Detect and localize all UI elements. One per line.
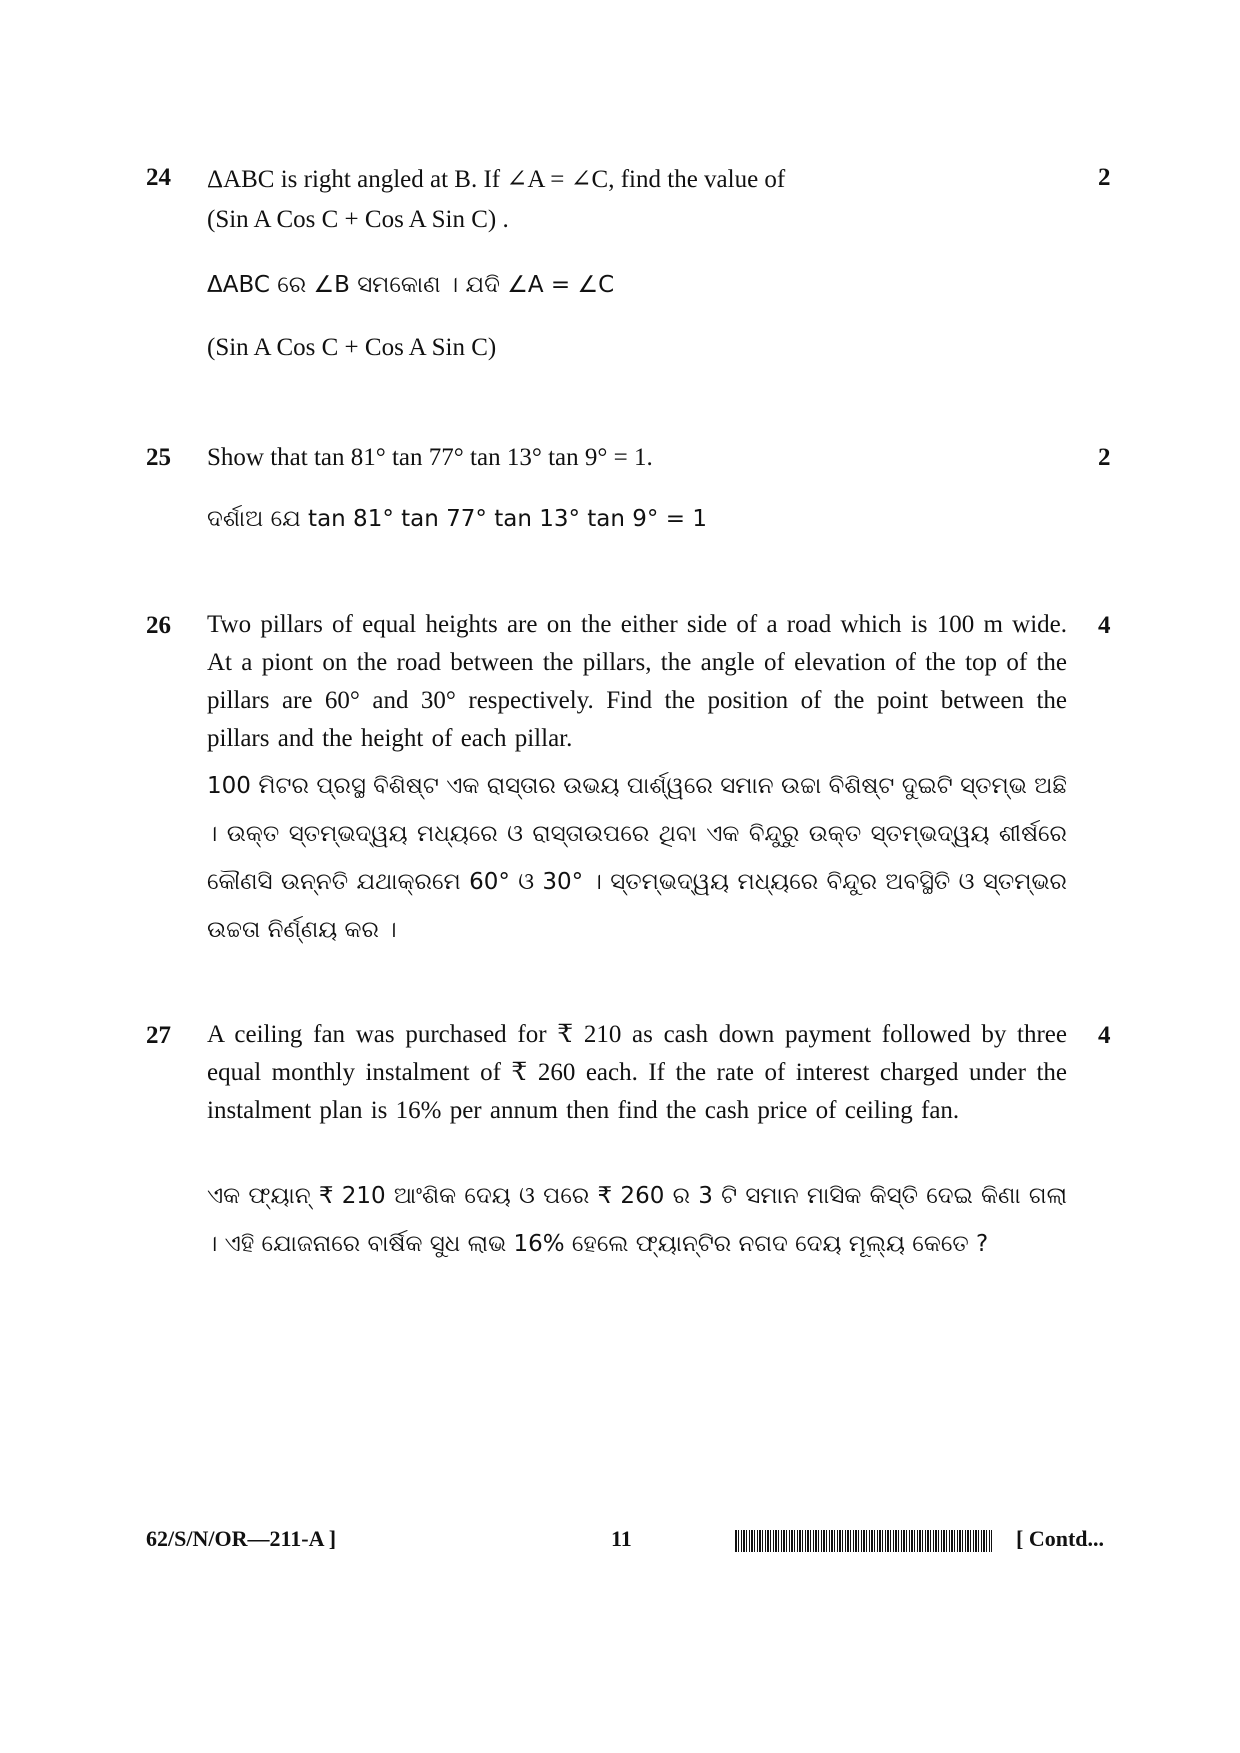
page-footer <box>0 1526 1240 1566</box>
question-text-odia: ଦର୍ଶାଅ ଯେ tan 81° tan 77° tan 13° tan 9° = 1 <box>207 506 707 532</box>
question-text-english: Two pillars of equal heights are on the either side of a road which is 100 m wide. At a piont on the road between the pillars, the angle of elevation of the top of the pillars are 60° and 30° respectively. Find the position of the point between the pillars and the height of each pillar. <box>207 611 1067 752</box>
question-number: 24 <box>146 164 171 191</box>
question-text-english: ΔABC is right angled at B. If ∠A = ∠C, find the value of <box>207 166 786 193</box>
question-number: 26 <box>146 612 171 639</box>
question-text-english: Show that tan 81° tan 77° tan 13° tan 9° = 1. <box>207 444 653 471</box>
continued-label: [ Contd... <box>1016 1526 1105 1551</box>
question-number: 27 <box>146 1022 171 1049</box>
question-marks: 4 <box>1098 1022 1111 1049</box>
question-marks: 4 <box>1098 612 1111 639</box>
question-text-odia: ΔABC ରେ ∠B ସମକୋଣ । ଯଦି ∠A = ∠C <box>207 272 615 298</box>
question-text-english: A ceiling fan was purchased for ₹ 210 as cash down payment followed by three equal monthly instalment of ₹ 260 each. If the rate of interest charged under the instalment plan is 16% per annum then find the cash price of ceiling fan. <box>207 1021 1067 1124</box>
page-number: 11 <box>611 1526 632 1551</box>
question-number: 25 <box>146 444 171 471</box>
question-text-english-expression: (Sin A Cos C + Cos A Sin C) . <box>207 206 509 233</box>
barcode <box>735 1530 992 1552</box>
question-text-odia: 100 ମିଟର ପ୍ରସ୍ଥ ବିଶିଷ୍ଟ ଏକ ରାସ୍ତାର ଉଭୟ ପାର୍ଶ୍ୱରେ ସମାନ ଉଚ୍ଚା ବିଶିଷ୍ଟ ଦୁଇଟି ସ୍ତମ୍ଭ ଅଛି । ଉକ୍ତ ସ୍ତମ୍ଭଦ୍ୱୟ ମଧ୍ୟରେ ଓ ରାସ୍ତାଉପରେ ଥିବା ଏକ ବିନ୍ଦୁରୁ ଉକ୍ତ ସ୍ତମ୍ଭଦ୍ୱୟ ଶୀର୍ଷରେ କୌଣସି ଉନ୍ନତି ଯଥାକ୍ରମେ 60° ଓ 30° । ସ୍ତମ୍ଭଦ୍ୱୟ ମଧ୍ୟରେ ବିନ୍ଦୁର ଅବସ୍ଥିତି ଓ ସ୍ତମ୍ଭର ଉଚ୍ଚତା ନିର୍ଣ୍ଣୟ କର । <box>207 773 1067 943</box>
question-text-odia-expression: (Sin A Cos C + Cos A Sin C) <box>207 334 497 361</box>
question-marks: 2 <box>1098 444 1111 471</box>
question-text-odia: ଏକ ଫ୍ୟାନ୍ ₹ 210 ଆଂଶିକ ଦେୟ ଓ ପରେ ₹ 260 ର 3 ଟି ସମାନ ମାସିକ କିସ୍ତି ଦେଇ କିଣା ଗଲା । ଏହି ଯୋଜନାରେ ବାର୍ଷିକ ସୁଧ ଲାଭ 16% ହେଲେ ଫ୍ୟାନ୍‌ଟିର ନଗଦ ଦେୟ ମୂଲ୍ୟ କେତେ ? <box>207 1183 1067 1257</box>
paper-code: 62/S/N/OR—211-A ] <box>146 1526 337 1551</box>
question-marks: 2 <box>1098 164 1111 191</box>
